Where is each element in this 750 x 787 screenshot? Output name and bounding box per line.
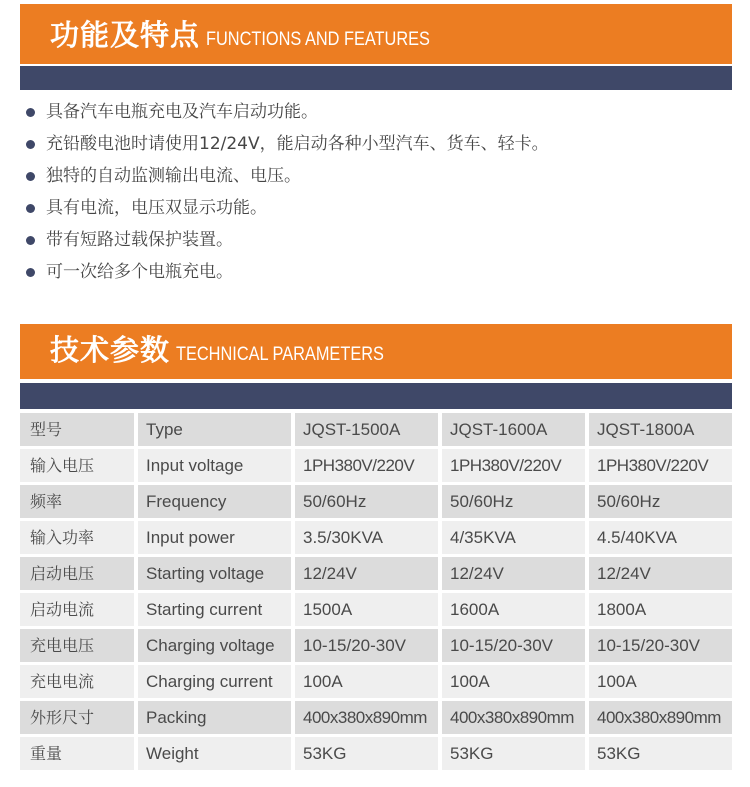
param-value-3: 4.5/40KVA	[589, 521, 732, 554]
param-value-2: 50/60Hz	[442, 485, 585, 518]
parameters-title-zh: 技术参数	[50, 333, 171, 367]
param-value-3: 1800A	[589, 593, 732, 626]
feature-text: 具备汽车电瓶充电及汽车启动功能。	[46, 102, 318, 122]
param-value-2: 400x380x890mm	[442, 701, 585, 734]
param-label-en: Starting voltage	[138, 557, 291, 590]
param-value-1: 1500A	[295, 593, 438, 626]
param-value-2: JQST-1600A	[442, 413, 585, 446]
param-label-zh: 充电电流	[20, 665, 134, 698]
table-row	[20, 557, 732, 593]
functions-header	[20, 4, 732, 64]
param-label-en: Frequency	[138, 485, 291, 518]
param-label-en: Input voltage	[138, 449, 291, 482]
feature-text: 独特的自动监测输出电流、电压。	[46, 166, 301, 186]
bullet-icon	[26, 268, 35, 277]
feature-item	[24, 256, 549, 288]
feature-text: 具有电流，电压双显示功能。	[46, 198, 267, 218]
param-value-3: 400x380x890mm	[589, 701, 732, 734]
param-value-3: 1PH380V/220V	[589, 449, 732, 482]
table-row	[20, 701, 732, 737]
bullet-icon	[26, 204, 35, 213]
param-value-2: 53KG	[442, 737, 585, 770]
feature-text: 带有短路过载保护装置。	[46, 230, 233, 250]
param-value-1: 100A	[295, 665, 438, 698]
bullet-icon	[26, 236, 35, 245]
param-label-zh: 输入电压	[20, 449, 134, 482]
feature-item	[24, 160, 549, 192]
table-row	[20, 629, 732, 665]
functions-divider-bar	[20, 66, 732, 90]
functions-title-en: FUNCTIONS AND FEATURES	[206, 29, 430, 50]
table-row	[20, 413, 732, 449]
param-label-en: Input power	[138, 521, 291, 554]
functions-title-zh: 功能及特点	[50, 18, 201, 52]
param-value-2: 1600A	[442, 593, 585, 626]
param-value-1: 3.5/30KVA	[295, 521, 438, 554]
param-label-en: Weight	[138, 737, 291, 770]
parameters-header	[20, 324, 732, 379]
param-value-1: JQST-1500A	[295, 413, 438, 446]
parameters-divider-bar	[20, 383, 732, 409]
feature-item	[24, 224, 549, 256]
param-label-en: Starting current	[138, 593, 291, 626]
param-label-en: Charging voltage	[138, 629, 291, 662]
param-label-zh: 输入功率	[20, 521, 134, 554]
bullet-icon	[26, 108, 35, 117]
param-label-en: Type	[138, 413, 291, 446]
param-value-3: 100A	[589, 665, 732, 698]
param-label-en: Charging current	[138, 665, 291, 698]
param-value-2: 100A	[442, 665, 585, 698]
feature-item	[24, 192, 549, 224]
bullet-icon	[26, 140, 35, 149]
feature-item	[24, 128, 549, 160]
param-value-1: 10-15/20-30V	[295, 629, 438, 662]
param-label-zh: 充电电压	[20, 629, 134, 662]
param-label-zh: 重量	[20, 737, 134, 770]
feature-item	[24, 96, 549, 128]
param-value-1: 53KG	[295, 737, 438, 770]
param-value-1: 50/60Hz	[295, 485, 438, 518]
param-value-3: 12/24V	[589, 557, 732, 590]
table-row	[20, 593, 732, 629]
param-label-zh: 启动电流	[20, 593, 134, 626]
param-value-1: 400x380x890mm	[295, 701, 438, 734]
table-row	[20, 737, 732, 773]
param-value-1: 1PH380V/220V	[295, 449, 438, 482]
parameters-title-en: TECHNICAL PARAMETERS	[176, 344, 384, 365]
features-list	[24, 96, 549, 288]
param-value-2: 10-15/20-30V	[442, 629, 585, 662]
param-value-2: 12/24V	[442, 557, 585, 590]
feature-text: 充铅酸电池时请使用12/24V，能启动各种小型汽车、货车、轻卡。	[46, 134, 549, 154]
feature-text: 可一次给多个电瓶充电。	[46, 262, 233, 282]
param-label-zh: 型号	[20, 413, 134, 446]
param-value-3: 10-15/20-30V	[589, 629, 732, 662]
table-row	[20, 665, 732, 701]
param-value-2: 4/35KVA	[442, 521, 585, 554]
param-value-3: 53KG	[589, 737, 732, 770]
table-row	[20, 521, 732, 557]
param-value-1: 12/24V	[295, 557, 438, 590]
param-value-3: 50/60Hz	[589, 485, 732, 518]
bullet-icon	[26, 172, 35, 181]
param-label-zh: 启动电压	[20, 557, 134, 590]
param-value-3: JQST-1800A	[589, 413, 732, 446]
table-row	[20, 485, 732, 521]
param-label-zh: 频率	[20, 485, 134, 518]
parameters-table	[20, 413, 732, 773]
param-label-en: Packing	[138, 701, 291, 734]
table-row	[20, 449, 732, 485]
param-value-2: 1PH380V/220V	[442, 449, 585, 482]
param-label-zh: 外形尺寸	[20, 701, 134, 734]
